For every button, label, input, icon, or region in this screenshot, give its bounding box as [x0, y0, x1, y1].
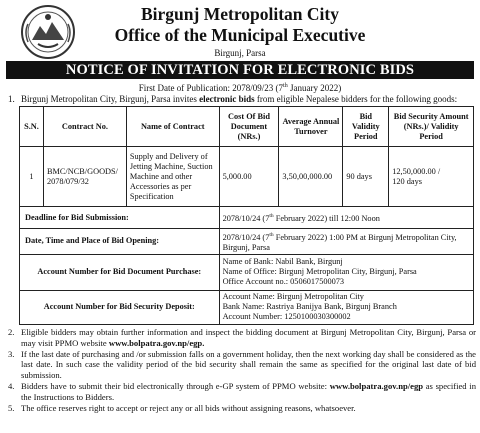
- bid-table: [19, 106, 474, 325]
- col-cost: Cost Of Bid Document (NRs.): [219, 107, 279, 147]
- col-sn: S.N.: [20, 107, 44, 147]
- list-item: 5. The office reserves right to accept or reject any or all bids without assigning reasons, whatsoever.: [8, 402, 356, 413]
- list-item: 4. Bidders have to submit their bid electronically through e-GP system of PPMO website: www.bolpatra.gov.np/egp as specified in the Instructions to Bidders.: [8, 380, 476, 402]
- cell-turnover: 3,50,00,000.00: [279, 147, 343, 207]
- publication-date: First Date of Publication: 2078/09/23 (7th January 2022): [138, 83, 342, 93]
- col-validity: Bid Validity Period: [343, 107, 389, 147]
- office-location: Birgunj, Parsa: [214, 48, 266, 58]
- table-row: [20, 147, 474, 207]
- notice-title: NOTICE OF INVITATION FOR ELECTRONIC BIDS: [6, 61, 474, 79]
- opening-row: [20, 229, 474, 255]
- security-account-row: [20, 290, 474, 324]
- deadline-row: [20, 207, 474, 229]
- list-item: 2. Eligible bidders may obtain further information and inspect the bidding document at Birgunj Metropolitan City, Birgunj, Parsa or may visit PPMO website www.bolpatra.gov.np/egp.: [8, 327, 476, 348]
- opening-value: 2078/10/24 (7th February 2022) 1:00 PM at Birgunj Metropolitan City, Birgunj, Parsa: [219, 229, 473, 255]
- security-account-label: Account Number for Bid Security Deposit:: [20, 290, 220, 324]
- cell-sn: 1: [20, 147, 44, 207]
- list-item: 3. If the last date of purchasing and /or submission falls on a government holiday, then the next working day shall be considered as the last date. In such case the validity period of the bid security shall remain the same as specified for the original last date of bid submission.: [8, 348, 476, 381]
- col-name: Name of Contract: [126, 107, 219, 147]
- opening-label: Date, Time and Place of Bid Opening:: [20, 229, 220, 255]
- cell-cost: 5,000.00: [219, 147, 279, 207]
- security-account-details: Account Name: Birgunj Metropolitan City Bank Name: Rastriya Banijya Bank, Birgunj Branch Account Number: 1250100030300002: [219, 290, 473, 324]
- office-name: Office of the Municipal Executive: [114, 25, 366, 45]
- letterhead: [0, 0, 480, 66]
- cell-name: Supply and Delivery of Jetting Machine, Suction Machine and other Accessories as per Specification: [126, 147, 219, 207]
- cell-security: 12,50,000.00 / 120 days: [389, 147, 474, 207]
- document-account-label: Account Number for Bid Document Purchase:: [20, 254, 220, 290]
- document-account-details: Name of Bank: Nabil Bank, Birgunj Name of Office: Birgunj Metropolitan City, Birgunj, Parsa Office Account no.: 0506017500073: [219, 254, 473, 290]
- deadline-value: 2078/10/24 (7th February 2022) till 12:00 Noon: [219, 207, 473, 229]
- col-contract-no: Contract No.: [43, 107, 126, 147]
- intro-paragraph: 1. Birgunj Metropolitan City, Birgunj, Parsa invites electronic bids from eligible Nepalese bidders for the following goods:: [8, 94, 458, 104]
- col-turnover: Average Annual Turnover: [279, 107, 343, 147]
- cell-contract-no: BMC/NCB/GOODS/ 2078/079/32: [43, 147, 126, 207]
- city-name: Birgunj Metropolitan City: [140, 4, 339, 24]
- notes-list: [8, 327, 476, 413]
- cell-validity: 90 days: [343, 147, 389, 207]
- table-header-row: [20, 107, 474, 147]
- document-account-row: [20, 254, 474, 290]
- col-security: Bid Security Amount (NRs.)/ Validity Period: [389, 107, 474, 147]
- deadline-label: Deadline for Bid Submission:: [20, 207, 220, 229]
